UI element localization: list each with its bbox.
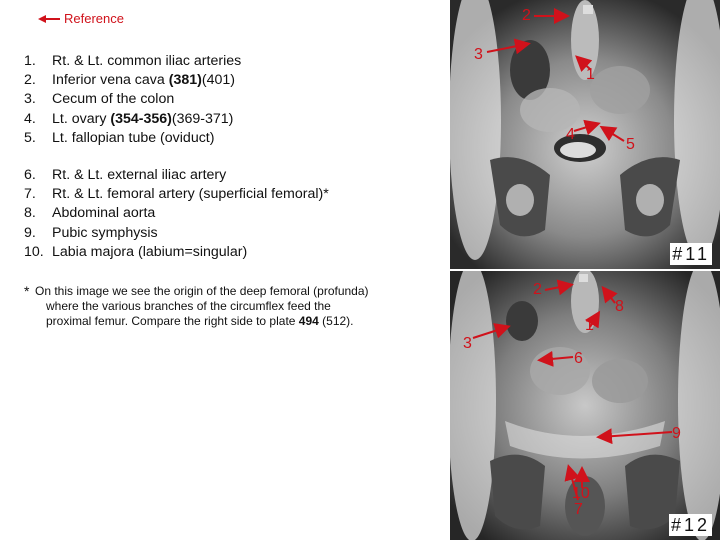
plate-number: #11 [672, 244, 710, 264]
footnote-line: On this image we see the origin of the deep femoral (profunda) [35, 284, 369, 298]
plate-reference: 494 [298, 314, 319, 328]
callout-label-7: 7 [574, 501, 583, 518]
mri-image-plate-11 [450, 0, 720, 269]
list-item: 9. Pubic symphysis [24, 224, 158, 241]
callout-label-4: 4 [566, 126, 575, 143]
callout-label-5: 5 [626, 136, 635, 153]
mri-scan-graphic [450, 0, 720, 269]
footnote-line: where the various branches of the circumflex feed the [46, 299, 331, 313]
list-item: 1. Rt. & Lt. common iliac arteries [24, 53, 242, 69]
list-item: 6. Rt. & Lt. external iliac artery [24, 167, 227, 183]
callout-label-6: 6 [574, 350, 583, 367]
list-item: 10. Labia majora (labium=singular) [24, 243, 248, 260]
red-arrow-icon [38, 14, 60, 24]
list-item: 2. Inferior vena cava (381)(401) [24, 72, 235, 89]
footnote-line: proximal femur. Compare the right side to plate 494 (512). [46, 314, 354, 328]
footnote [24, 284, 444, 329]
callout-label-8: 8 [615, 298, 624, 315]
list-item: 3. Cecum of the colon [24, 91, 175, 108]
callout-label-1: 1 [585, 317, 594, 334]
footnote-asterisk: * [24, 283, 30, 299]
legend-label: Reference [64, 11, 124, 26]
list-item: 5. Lt. fallopian tube (oviduct) [24, 129, 215, 146]
structure-list-a [24, 52, 241, 148]
callout-label-10: 10 [572, 485, 590, 502]
callout-label-3: 3 [474, 46, 483, 63]
list-item: 8. Abdominal aorta [24, 205, 156, 222]
callout-label-9: 9 [672, 425, 681, 442]
structure-list-b [24, 166, 329, 262]
list-item: 4. Lt. ovary (354-356)(369-371) [24, 110, 234, 127]
callout-label-1: 1 [586, 66, 595, 83]
callout-label-2: 2 [522, 7, 531, 24]
legend [38, 11, 124, 26]
list-item: 7. Rt. & Lt. femoral artery (superficial femoral)* [24, 186, 329, 203]
plate-number: #12 [670, 515, 710, 535]
callout-label-3: 3 [463, 335, 472, 352]
callout-label-2: 2 [533, 281, 542, 298]
